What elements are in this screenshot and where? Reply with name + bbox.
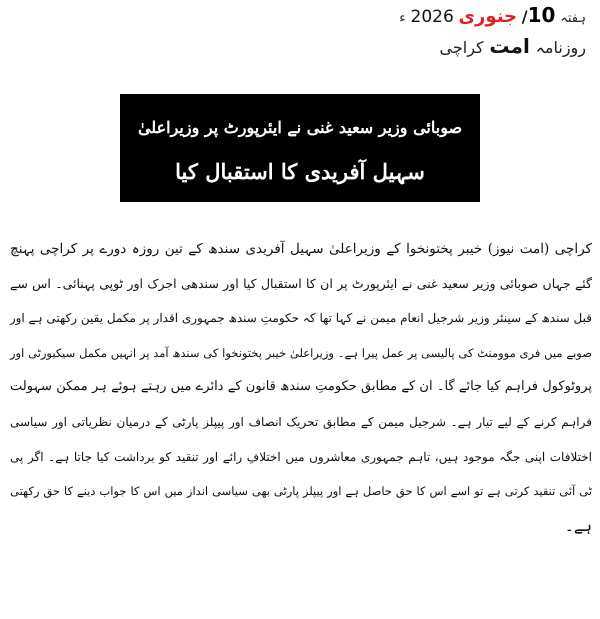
paper-prefix: روزنامہ <box>535 38 586 57</box>
year: 2026 <box>410 7 454 27</box>
headline-box <box>120 94 480 202</box>
weekday: ہفتہ <box>560 11 586 26</box>
paper-city: کراچی <box>439 38 484 57</box>
newspaper-name <box>386 34 586 60</box>
date-separator: / <box>521 7 528 26</box>
masthead <box>386 4 586 60</box>
article-line: اختلافات اپنی جگہ موجود ہیں، تاہم جمہوری معاشروں میں اختلافِ رائے اور تنقید کو برداشت کیا جاتا ہے۔ اگر پی <box>10 449 592 464</box>
article-line: پروٹوکول فراہم کیا جائے گا۔ ان کے مطابق حکومتِ سندھ قانون کے دائرے میں رہتے ہوئے ہر ممکن سہولت <box>10 379 592 395</box>
day-number: 10 <box>527 3 556 27</box>
article-line: قبل سندھ کے سینئر وزیر شرجیل انعام میمن نے کہا تھا کہ حکومتِ سندھ جمہوری اقدار پر مکمل یقین رکھتی ہے اور <box>9 311 592 326</box>
paper-title: امت <box>489 34 530 58</box>
headline-line-1: صوبائی وزیر سعید غنی نے ایئرپورٹ پر وزیراعلیٰ <box>137 118 463 137</box>
article-body <box>10 232 592 543</box>
article-line: کراچی (امت نیوز) خیبر پختونخوا کے وزیراعلیٰ سہیل آفریدی سندھ کے تین روزہ دورے پر کراچی پہنچ <box>10 241 592 257</box>
article-line: ٹی آئی تنقید کرتی ہے تو اسے اس کا حق حاصل ہے اور پیپلز پارٹی بھی سیاسی انداز میں اس کا جواب دینے کا حق رکھتی <box>10 484 592 499</box>
dateline <box>386 4 586 30</box>
article-line: صوبے میں فری موومنٹ کی پالیسی پر عمل پیرا ہے۔ وزیراعلیٰ خیبر پختونخوا کی سندھ آمد پر انہیں مکمل سیکیورٹی اور <box>10 345 592 360</box>
article-line: فراہم کرنے کے لیے تیار ہے۔ شرجیل میمن کے مطابق تحریک انصاف اور پیپلز پارٹی کے درمیان نظریاتی اور سیاسی <box>10 414 592 429</box>
article-line: گئے جہاں صوبائی وزیر سعید غنی نے ایئرپورٹ پر ان کا استقبال کیا اور سندھی اجرک اور ٹوپی پہنائی۔ اس سے <box>10 275 592 291</box>
headline-line-2: سہیل آفریدی کا استقبال کیا <box>175 159 425 184</box>
article-line-last: ہے۔ <box>564 516 592 535</box>
month: جنوری <box>458 6 518 27</box>
year-suffix: ء <box>399 10 406 26</box>
